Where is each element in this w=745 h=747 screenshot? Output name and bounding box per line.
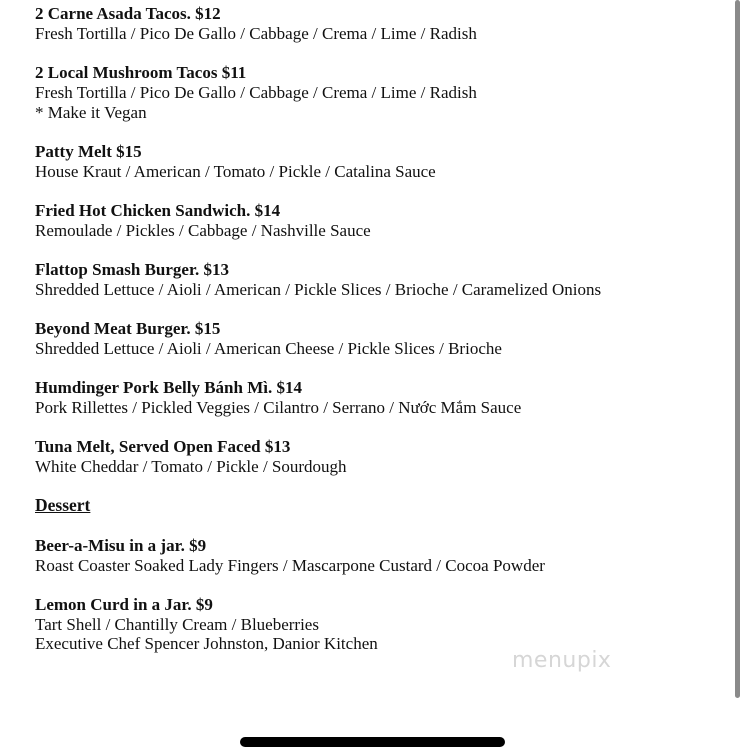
dessert-list <box>35 536 725 654</box>
menu-item-title: Patty Melt $15 <box>35 141 142 161</box>
menu-item <box>35 595 725 654</box>
menu-item <box>35 142 725 181</box>
menu-item-title: 2 Carne Asada Tacos. $12 <box>35 4 221 23</box>
menu-item <box>35 63 725 122</box>
menu-item-title: Beyond Meat Burger. $15 <box>35 319 221 339</box>
menu-item <box>35 260 725 299</box>
menu-item-title: Flattop Smash Burger. $13 <box>35 260 229 280</box>
mains-list <box>35 4 725 477</box>
menu-item <box>35 536 725 575</box>
menu-item-title: Humdinger Pork Belly Bánh Mì. $14 <box>35 378 302 398</box>
menu-item-description: Fresh Tortilla / Pico De Gallo / Cabbage / Crema / Lime / Radish <box>35 23 477 43</box>
menu-item <box>35 437 725 476</box>
menu-item-title: Fried Hot Chicken Sandwich. $14 <box>35 200 281 220</box>
menu-item-title: Beer-a-Misu in a jar. $9 <box>35 535 207 555</box>
section-heading-dessert: Dessert <box>35 495 91 516</box>
menu-item-description: * Make it Vegan <box>35 102 147 122</box>
menu-item-title: Lemon Curd in a Jar. $9 <box>35 594 213 614</box>
home-indicator[interactable] <box>240 737 505 747</box>
menu-item-description: Fresh Tortilla / Pico De Gallo / Cabbage / Crema / Lime / Radish <box>35 82 477 102</box>
menu-item-title: Tuna Melt, Served Open Faced $13 <box>35 437 291 457</box>
menu-item-description: Executive Chef Spencer Johnston, Danior Kitchen <box>35 634 378 654</box>
menu-item-description: House Kraut / American / Tomato / Pickle / Catalina Sauce <box>35 161 436 181</box>
scrollbar[interactable] <box>735 0 740 698</box>
menu-item-title: 2 Local Mushroom Tacos $11 <box>35 63 247 83</box>
menupix-watermark: menupix <box>512 648 612 673</box>
menu-item <box>35 319 725 358</box>
menu-item-description: Remoulade / Pickles / Cabbage / Nashville Sauce <box>35 220 371 240</box>
menu-item-description: Shredded Lettuce / Aioli / American / Pickle Slices / Brioche / Caramelized Onions <box>35 279 602 299</box>
menu-item-description: Pork Rillettes / Pickled Veggies / Cilantro / Serrano / Nước Mắm Sauce <box>35 397 522 417</box>
menu-item-description: Shredded Lettuce / Aioli / American Cheese / Pickle Slices / Brioche <box>35 338 502 358</box>
menu-item-description: Roast Coaster Soaked Lady Fingers / Mascarpone Custard / Cocoa Powder <box>35 555 545 575</box>
menu-item <box>35 378 725 417</box>
menu-item-description: White Cheddar / Tomato / Pickle / Sourdough <box>35 457 347 477</box>
menu <box>35 4 725 674</box>
menu-item-description: Tart Shell / Chantilly Cream / Blueberries <box>35 614 319 634</box>
menu-item <box>35 201 725 240</box>
menu-item <box>35 4 725 43</box>
